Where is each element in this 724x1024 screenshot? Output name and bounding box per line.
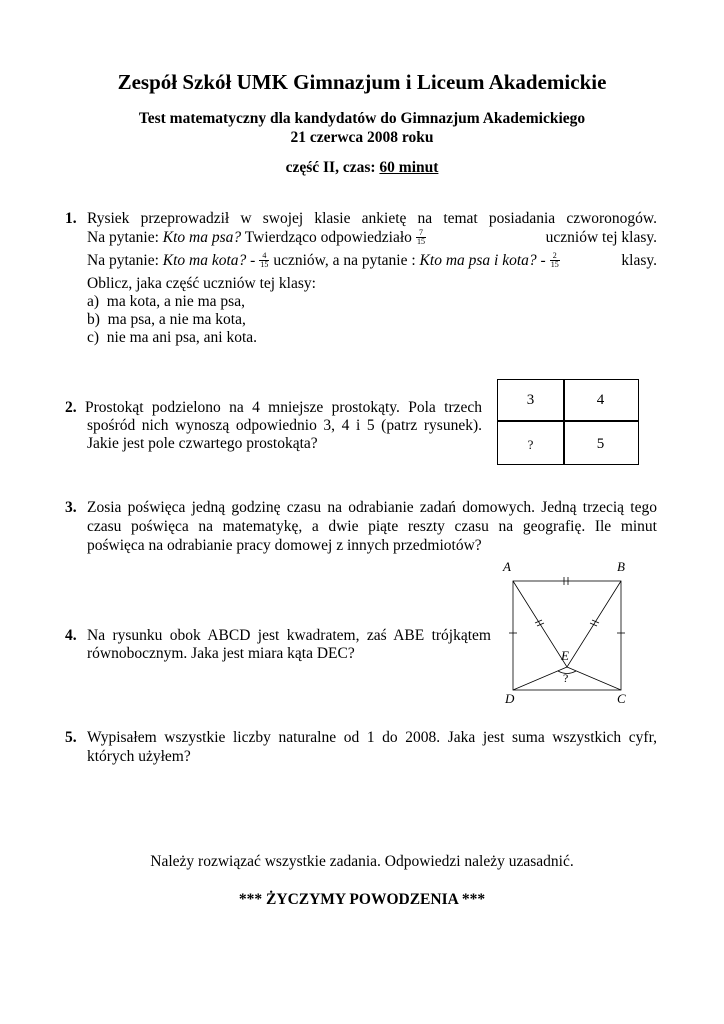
grid-cell-bottom-right: 5 [596,436,605,452]
instructions-note: Należy rozwiązać wszystkie zadania. Odpowiedzi należy uzasadnić. [150,853,574,870]
task-1-line-4: Oblicz, jaka część uczniów tej klasy: [87,275,316,292]
task-4-line-1: Na rysunku obok ABCD jest kwadratem, zaś ABE trójkątem [87,627,491,644]
tick-mark [590,623,597,626]
task-number: 1. [65,210,77,227]
part-time: 60 minut [379,159,439,176]
task-number: 4. [65,627,77,644]
rectangle-grid [497,379,639,465]
task-3-line-3: poświęca na odrabianie pracy domowej z innych przedmiotów? [87,537,482,554]
fraction: $\frac{2}{15}$ [550,251,559,269]
segment-ce [567,667,621,690]
fraction: $\frac{4}{15}$ [260,251,269,269]
good-luck-wish: *** ŻYCZYMY POWODZENIA *** [238,891,486,908]
task-number: 2. [65,399,77,416]
task-number: 5. [65,729,77,746]
task-number: 3. [65,499,77,516]
task-2-line-2: spośród nich wynoszą odpowiednio 3, 4 i 5 (patrz rysunek). [87,417,482,434]
task-5-line-1: Wypisałem wszystkie liczby naturalne od 1 do 2008. Jaka jest suma wszystkich cyfr, [87,729,657,746]
test-part [0,159,724,177]
task-4-line-2: równobocznym. Jaka jest miara kąta DEC? [87,645,355,662]
task-1-option-b: b) ma psa, a nie ma kota, [87,311,246,328]
fraction: $\frac{7}{15}$ [416,228,425,246]
task-1-line-1: Rysiek przeprowadził w swojej klasie ankietę na temat posiadania czworonogów. [87,210,657,227]
grid-cell-bottom-left: ? [527,437,534,452]
label-e: E [561,648,569,663]
label-c: C [617,691,626,706]
task-3-line-2: czasu poświęca na matematykę, a dwie piąte reszty czasu na geografię. Ile minut [87,518,657,535]
page-title: Zespół Szkół UMK Gimnazjum i Liceum Akademickie [117,70,607,94]
test-date: 21 czerwca 2008 roku [290,129,434,146]
grid-divider [498,420,638,422]
grid-cell-top-left: 3 [526,392,535,408]
label-a: A [503,559,511,574]
task-3-line-1: Zosia poświęca jedną godzinę czasu na odrabianie zadań domowych. Jedną trzecią tego [87,499,657,516]
task-1-line-3: Na pytanie: Kto ma kota? - $\frac{4}{15}$ uczniów, a na pytanie : Kto ma psa i kota? - $\frac{2}{15}$ klasy. [87,251,657,269]
task-5-line-2: których użyłem? [87,748,191,765]
task-1-option-c: c) nie ma ani psa, ani kota. [87,329,258,346]
tick-mark [537,623,544,626]
task-1-line-2: Na pytanie: Kto ma psa? Twierdząco odpowiedziało $\frac{7}{15}$ uczniów tej klasy. [87,228,657,246]
task-2-line-3: Jakie jest pole czwartego prostokąta? [87,435,318,452]
label-d: D [505,691,515,706]
grid-cell-top-right: 4 [596,392,605,408]
tick-mark [592,620,599,623]
square-triangle-figure [495,555,645,715]
label-angle: ? [563,671,569,685]
task-2-line-1: Prostokąt podzielono na 4 mniejsze prostokąty. Pola trzech [85,399,482,416]
tick-mark [535,620,542,623]
label-b: B [617,559,625,574]
task-1-option-a: a) ma kota, a nie ma psa, [87,293,245,310]
segment-de [513,667,567,690]
part-label: część II, czas: [285,159,380,176]
test-subtitle: Test matematyczny dla kandydatów do Gimnazjum Akademickiego [138,110,586,127]
